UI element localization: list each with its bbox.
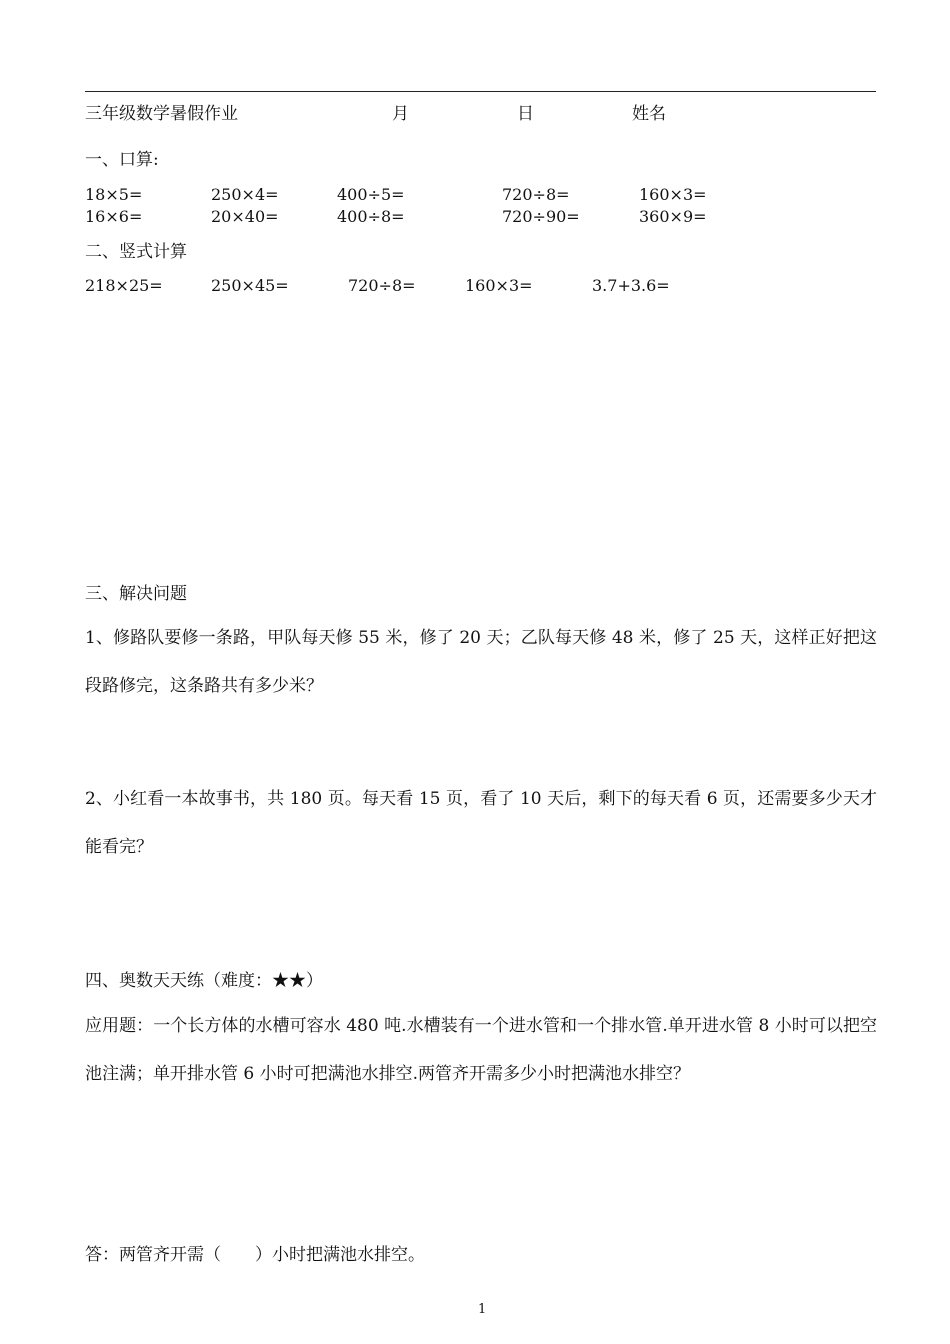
mental-math-item: 720÷8= [502, 185, 570, 204]
section-4-title: 四、奥数天天练（难度：★★） [85, 971, 323, 991]
header-rule [85, 91, 876, 92]
name-label: 姓名 [632, 104, 666, 124]
vertical-calc-item: 218×25= [85, 276, 163, 295]
worksheet-title: 三年级数学暑假作业 [85, 104, 238, 124]
mental-math-item: 360×9= [639, 207, 707, 226]
mental-math-item: 160×3= [639, 185, 707, 204]
mental-math-item: 18×5= [85, 185, 143, 204]
mental-math-item: 720÷90= [502, 207, 580, 226]
vertical-calc-item: 160×3= [465, 276, 533, 295]
section-3-title: 三、解决问题 [85, 584, 187, 604]
mental-math-item: 16×6= [85, 207, 143, 226]
vertical-calc-item: 720÷8= [348, 276, 416, 295]
section-2-title: 二、竖式计算 [85, 242, 187, 262]
olympiad-problem: 应用题：一个长方体的水槽可容水 480 吨.水槽装有一个进水管和一个排水管.单开进水管 8 小时可以把空池注满；单开排水管 6 小时可把满池水排空.两管齐开需多少小时把满池水排空？ [85, 1016, 877, 1084]
mental-math-item: 400÷8= [337, 207, 405, 226]
answer-line: 答：两管齐开需（ ）小时把满池水排空。 [85, 1245, 425, 1265]
word-problem-2: 2、小红看一本故事书，共 180 页。每天看 15 页，看了 10 天后，剩下的每天看 6 页，还需要多少天才能看完？ [85, 789, 877, 857]
word-problem-1: 1、修路队要修一条路，甲队每天修 55 米，修了 20 天；乙队每天修 48 米，修了 25 天，这样正好把这段路修完，这条路共有多少米？ [85, 628, 877, 696]
mental-math-item: 20×40= [211, 207, 279, 226]
section-1-title: 一、口算: [85, 150, 159, 170]
mental-math-item: 400÷5= [337, 185, 405, 204]
day-label: 日 [517, 104, 534, 124]
page-number: 1 [478, 1302, 487, 1317]
mental-math-item: 250×4= [211, 185, 279, 204]
vertical-calc-item: 250×45= [211, 276, 289, 295]
vertical-calc-item: 3.7+3.6= [592, 276, 670, 295]
month-label: 月 [392, 104, 409, 124]
